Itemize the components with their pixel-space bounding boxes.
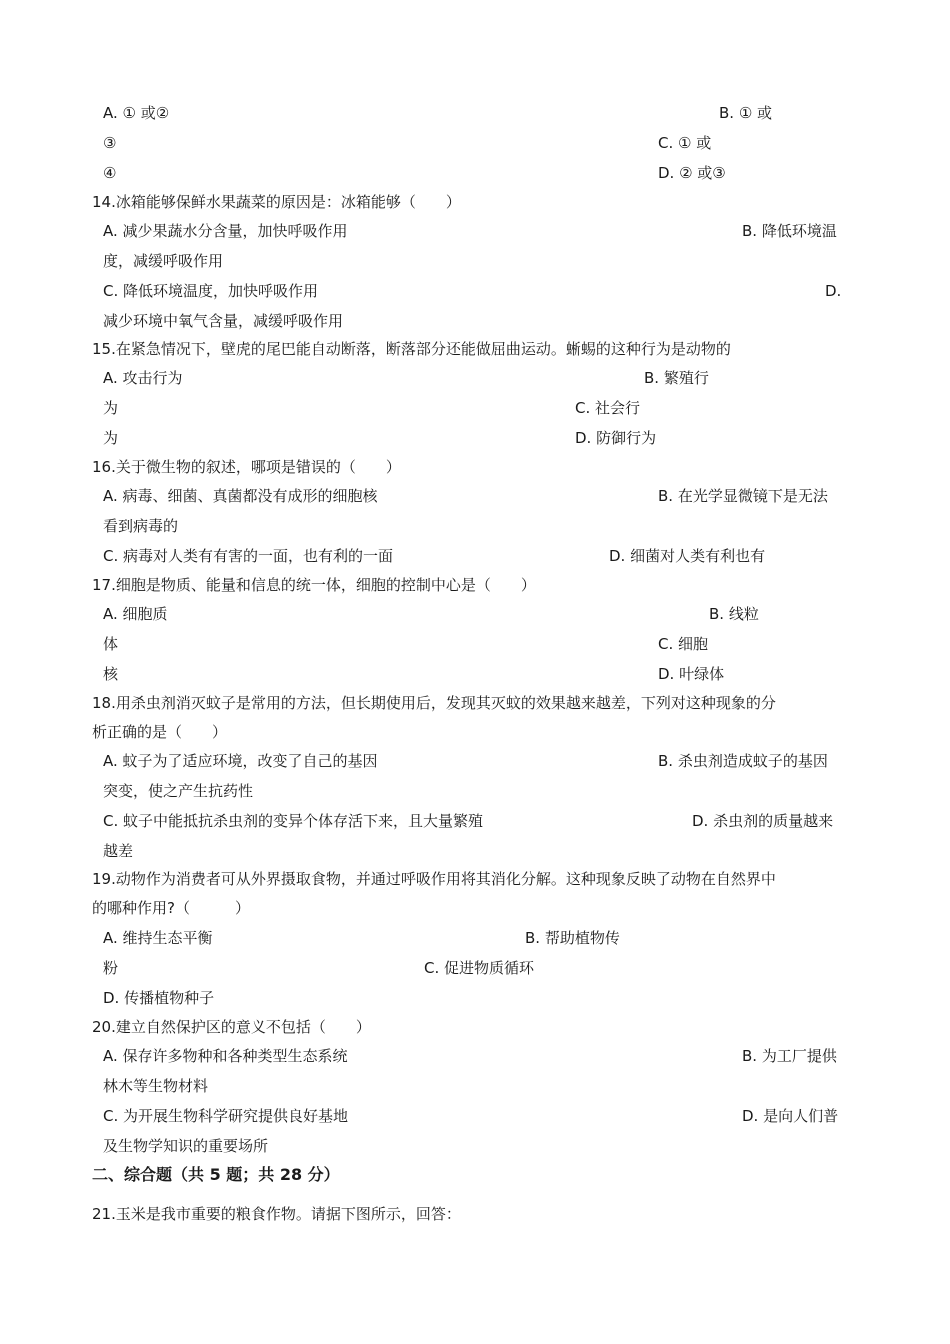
q18-option-row-2 [0,776,950,806]
q18-option-d: D. 杀虫剂的质量越来 [692,812,834,830]
q15-option-row-3 [0,423,950,453]
q17-stem: 17.细胞是物质、能量和信息的统一体，细胞的控制中心是（ ） [92,576,536,594]
q16-option-row-3 [0,541,950,571]
q16-option-b: B. 在光学显微镜下是无法 [658,487,828,505]
q15-option-c: C. 社会行 [575,399,641,417]
q15-option-b: B. 繁殖行 [644,369,709,387]
q15-option-row-1 [0,363,950,393]
q14-option-d: D. [825,282,842,300]
q21-stem: 21.玉米是我市重要的粮食作物。请据下图所示，回答： [92,1205,461,1223]
q20-stem: 20.建立自然保护区的意义不包括（ ） [92,1018,371,1036]
q13-option-a: A. ① 或② [103,104,170,122]
q19-option-a: A. 维持生态平衡 [103,929,213,947]
q15-option-a: A. 攻击行为 [103,369,183,387]
q20-stem-row [0,1012,950,1042]
q16-option-row-1 [0,481,950,511]
q13-option-c: C. ① 或 [658,134,712,152]
q17-stem-row [0,570,950,600]
q14-option-row-2 [0,246,950,276]
q19-option-c: C. 促进物质循环 [424,959,535,977]
q19-stem-row-1 [0,864,950,894]
q13-option-d: D. ② 或③ [658,164,726,182]
q18-option-b: B. 杀虫剂造成蚊子的基因 [658,752,828,770]
q20-option-row-4 [0,1131,950,1161]
section-heading-row [0,1160,950,1190]
q18-stem-wrap: 析正确的是（ ） [92,723,228,741]
q16-stem: 16.关于微生物的叙述，哪项是错误的（ ） [92,458,401,476]
q18-stem-row-1 [0,688,950,718]
q20-option-b: B. 为工厂提供 [742,1047,837,1065]
q14-option-row-3 [0,276,950,306]
q17-option-b: B. 线粒 [709,605,759,623]
q18-option-row-1 [0,746,950,776]
q13-option-c-wrap: ④ [103,164,117,182]
q15-option-b-wrap: 为 [103,399,119,417]
q14-option-row-1 [0,216,950,246]
q14-option-d-wrap: 减少环境中氧气含量，减缓呼吸作用 [103,312,344,330]
q14-stem-row [0,187,950,217]
q18-option-a: A. 蚊子为了适应环境，改变了自己的基因 [103,752,378,770]
q17-option-c: C. 细胞 [658,635,709,653]
q15-stem-row [0,334,950,364]
q14-option-b: B. 降低环境温 [742,222,837,240]
q13-option-row-2 [0,128,950,158]
q19-stem-wrap: 的哪种作用?（ ） [92,899,250,917]
q14-option-a: A. 减少果蔬水分含量，加快呼吸作用 [103,222,348,240]
q17-option-row-1 [0,599,950,629]
q18-stem: 18.用杀虫剂消灭蚊子是常用的方法，但长期使用后，发现其灭蚊的效果越来越差，下列对这种现象的分 [92,694,776,712]
q15-option-d: D. 防御行为 [575,429,657,447]
q20-option-row-3 [0,1101,950,1131]
q18-option-row-4 [0,836,950,866]
q19-option-b: B. 帮助植物传 [525,929,620,947]
q20-option-row-2 [0,1071,950,1101]
q19-option-d: D. 传播植物种子 [103,989,215,1007]
q17-option-row-3 [0,659,950,689]
q13-option-b-wrap: ③ [103,134,117,152]
q17-option-row-2 [0,629,950,659]
q14-option-row-4 [0,306,950,336]
q19-option-row-3 [0,983,950,1013]
q19-stem-row-2 [0,893,950,923]
q13-option-row-1 [0,98,950,128]
section-heading: 二、综合题（共 5 题；共 28 分） [92,1165,340,1184]
q13-option-row-3 [0,158,950,188]
q14-option-c: C. 降低环境温度，加快呼吸作用 [103,282,319,300]
q15-option-row-2 [0,393,950,423]
q16-option-d: D. 细菌对人类有利也有 [609,547,766,565]
q18-option-d-wrap: 越差 [103,842,134,860]
q19-option-row-1 [0,923,950,953]
q17-option-a: A. 细胞质 [103,605,168,623]
q20-option-b-wrap: 林木等生物材料 [103,1077,209,1095]
q14-stem: 14.冰箱能够保鲜水果蔬菜的原因是：冰箱能够（ ） [92,193,461,211]
q14-option-b-wrap: 度，减缓呼吸作用 [103,252,224,270]
q17-option-d: D. 叶绿体 [658,665,725,683]
q21-stem-row [0,1199,950,1229]
q20-option-d-wrap: 及生物学知识的重要场所 [103,1137,269,1155]
q15-option-c-wrap: 为 [103,429,119,447]
q18-option-c: C. 蚊子中能抵抗杀虫剂的变异个体存活下来，且大量繁殖 [103,812,484,830]
q16-option-row-2 [0,511,950,541]
q16-option-c: C. 病毒对人类有有害的一面，也有利的一面 [103,547,394,565]
q13-option-b: B. ① 或 [719,104,773,122]
q16-option-b-wrap: 看到病毒的 [103,517,179,535]
q15-stem: 15.在紧急情况下，壁虎的尾巴能自动断落，断落部分还能做屈曲运动。蜥蜴的这种行为是动物的 [92,340,731,358]
q20-option-a: A. 保存许多物种和各种类型生态系统 [103,1047,348,1065]
q20-option-c: C. 为开展生物科学研究提供良好基地 [103,1107,349,1125]
q17-option-b-wrap: 体 [103,635,119,653]
q19-option-row-2 [0,953,950,983]
q17-option-c-wrap: 核 [103,665,119,683]
q16-option-a: A. 病毒、细菌、真菌都没有成形的细胞核 [103,487,378,505]
q19-stem: 19.动物作为消费者可从外界摄取食物，并通过呼吸作用将其消化分解。这种现象反映了动物在自然界中 [92,870,776,888]
q20-option-row-1 [0,1041,950,1071]
q18-option-row-3 [0,806,950,836]
q20-option-d: D. 是向人们普 [742,1107,839,1125]
q18-option-b-wrap: 突变，使之产生抗药性 [103,782,254,800]
q18-stem-row-2 [0,717,950,747]
q16-stem-row [0,452,950,482]
q19-option-b-wrap: 粉 [103,959,119,977]
